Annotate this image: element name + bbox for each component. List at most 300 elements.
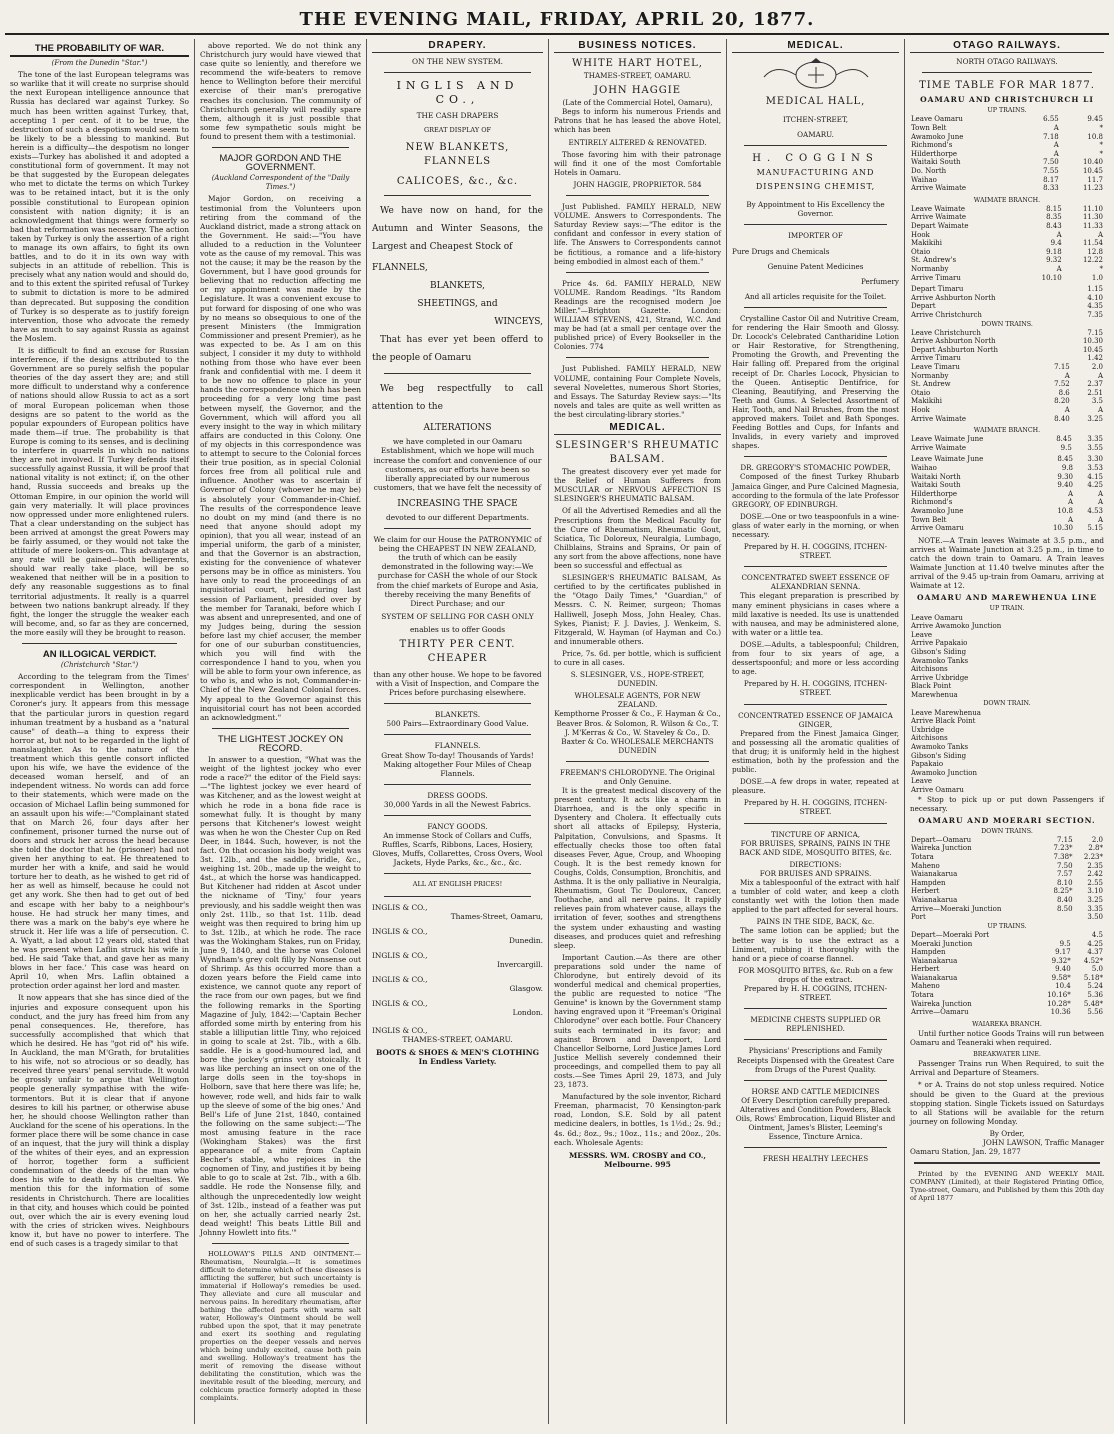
timetable-row: [910, 844, 1104, 853]
section-heading-medical: MEDICAL.: [554, 423, 721, 435]
departure-time: 3.35: [1087, 435, 1103, 444]
ad-heading: FLANNELS.: [434, 741, 481, 751]
station-name: Waianakarua: [911, 870, 958, 879]
ad-heading: SLESINGER'S RHEUMATIC BALSAM.: [555, 440, 720, 466]
family-herald-ad: Just Published. FAMILY HERALD, NEW VOLUME. Answers to Correspondents. The Saturday Review says:—"The editor is the confidant and confessor in every station of life. The Answers to Correspondents cannot be fictitious, a romance and a life-history being embodied in almost each of them.": [554, 202, 721, 266]
timetable-row: [910, 657, 1104, 666]
station-name: Do. North: [911, 166, 947, 175]
departure-time: 10.40: [1082, 158, 1103, 167]
divider: [212, 728, 349, 729]
location-name: INGLIS & CO.,: [372, 999, 428, 1009]
ad-line: SLESINGER'S RHEUMATIC BALSAM, As certified to by the certificates published in the "Otago Daily Times," "Guardian," of Messrs. C. N. Reimer, surgeon; Thomas Halliwell, Joseph Moss, John Healey, Chas. Sykes, Pianist; F. J. Davies, J. Wenkeim, S. Fitzgerald, W. Hayman (of Hayman and Co.) and innumerable others.: [554, 573, 721, 646]
divider: [744, 704, 887, 705]
timetable-row: [910, 631, 1104, 640]
departure-time: [1044, 346, 1071, 355]
ad-line: Composed of the finest Turkey Rhubarb Jamaica Ginger, and Pure Calcined Magnesia, according to the formula of the late Professor GREGORY, OF EDINBURGH.: [732, 472, 899, 509]
departure-time: 2.0: [1091, 835, 1103, 844]
timetable-title: TIME TABLE FOR MAR 1877.: [919, 80, 1095, 92]
departure-time: 11.23: [1082, 184, 1103, 193]
departure-time: A: [1097, 489, 1103, 498]
station-name: Waihao: [911, 464, 937, 473]
timetable-row: [910, 265, 1104, 274]
departure-time: 3.10: [1087, 887, 1103, 896]
timetable-christchurch: [910, 285, 1104, 319]
ad-heading: MEDICINE CHESTS SUPPLIED OR REPLENISHED.: [750, 1015, 881, 1034]
departure-time: 7.35: [1087, 310, 1103, 319]
departure-time: [1044, 354, 1071, 363]
departure-time: 5.15: [1087, 524, 1103, 533]
departure-time: 8.10: [1056, 878, 1073, 887]
station-name: Awamoko June: [911, 507, 964, 515]
departure-time: 5.24: [1087, 982, 1103, 991]
departure-time: 8.40: [1054, 414, 1070, 423]
article-paragraph: The tone of the last European telegrams was so warlike that it will create no surprise should the next European intelligence announce that Russia has declared war against Turkey. So much has been written against Turkey, that, accepting 1 per cent. of it to be true, the destruction of such a despotism would seem to be likely to be a blessing to mankind. But herein is a difficulty—the despotism no longer exists—Turkey has abolished it and adopted a constitutional form of government. It may not be that suggested by the European delegates who met to dictate the terms on which Turkey was to be retained intact, but it is the only possible constitutional to European opinion consistent with nation dignity; it is an acknowledgment that things were formerly so bad that reformation was necessary. The action taken by Turkey is only the assertion of a right to manage its own affairs, to fight its own battles, and to do it in its own way with subjects in an attitude of rebellion. This is precisely what any nation would and should do, and to this extent the spirited refusal of Turkey to submit to dictation is more to be admired than deprecated. But supposing the condition of Turkey is so desperate as to justify foreign intervention, those who advocate the remedy have as much to say against Russia as against the Moslem.: [10, 70, 189, 343]
timetable-row: [910, 674, 1104, 683]
station-name: Awamoko Tanks: [911, 742, 969, 751]
timetable-row: [910, 406, 1104, 415]
station-name: Arrive Awamoko Junction: [911, 622, 1002, 631]
ad-line: (Late of the Commercial Hotel, Oamaru),: [562, 98, 713, 108]
timetable-note: * or A. Trains do not stop unless required. Notice should be given to the Guard at the previous stopping station. Single Tickets issued on Saturdays to all Stations will be available for the return journey on following Monday.: [910, 1080, 1104, 1126]
departure-time: 7.38*: [1053, 853, 1073, 862]
timetable-row: [910, 786, 1104, 795]
station-name: Otaio: [911, 247, 931, 256]
divider: [212, 1243, 349, 1244]
departure-time: 4.10: [1087, 293, 1103, 302]
section-heading-drapery: DRAPERY.: [372, 41, 543, 53]
station-name: Otaio: [911, 388, 931, 397]
ad-signature: JOHN HAGGIE, PROPRIETOR. 584: [573, 179, 702, 189]
timetable-row: [910, 231, 1104, 240]
ad-line: An immense Stock of Collars and Cuffs, Ruffles, Scarfs, Ribbons, Laces, Hosiery, Gloves, Muffs, Collarettes, Cross Overs, Wool Jackets, Hyde Parks, &c., &c., &c.: [372, 831, 543, 868]
timetable-row: [910, 709, 1104, 718]
ad-line: Of all the Advertised Remedies and all the Prescriptions from the Medical Faculty for the Cure of Rheumatism, Rheumatic Gout, Sciatica, Tic Doloreux, Neuralgia, Lumbago, Chilblains, Strains and Sprains, Or pain of any sort from the above affections, none have been so successful and effectual as: [554, 506, 721, 571]
timetable-row: [910, 777, 1104, 786]
timetable-row: [910, 957, 1104, 966]
station-name: Leave Christchurch: [911, 328, 981, 337]
ad-line: ON THE NEW SYSTEM.: [411, 57, 504, 67]
station-name: Arrive Uxbridge: [911, 673, 969, 682]
ad-line: FOR BRUISES, SPRAINS, PAINS IN THE BACK AND SIDE, MOSQUITO BITES, &c.: [739, 838, 892, 857]
station-name: Moeraki Junction: [911, 939, 973, 948]
departure-time: 3.53: [1087, 464, 1103, 473]
ad-line: Those favoring him with their patronage will find it one of the most Comfortable Hotels in Oamaru.: [554, 149, 721, 177]
timetable-row: [910, 473, 1104, 482]
departure-time: 4.25: [1087, 481, 1103, 490]
station-name: Papakaio: [911, 760, 944, 769]
timetable-row: [910, 337, 1104, 346]
divider: [744, 456, 887, 457]
ad-line: That has ever yet been offerd to the people of Oamaru: [372, 335, 543, 364]
timetable-waimate-down: [910, 435, 1104, 452]
station-name: Maheno: [911, 982, 940, 991]
departure-time: 8.20: [1054, 397, 1070, 406]
departure-time: A: [1067, 515, 1074, 524]
station-name: Leave Waimate: [911, 204, 966, 213]
article-paragraph: According to the telegram from the Times' correspondent in Wellington, another inexplicable verdict has been brought in by a Coroner's jury. It appears from this message that the particular jurors in question regard inhuman treatment by a husband as a "natural cause" of death—a thing to express their horror at, but not to be regarded in the light of manslaughter. As to the nature of the treatment which this gentle consort inflicted upon his wife, we have the evidence of the deceased woman herself, and of an independent witness. No words can add force to their statements, which were made on the occasion of Michael Laflin being summoned for an assault upon his wife:—"Complainant stated that on March 26, four days after her confinement, prisoner turned the nurse out of doors and struck her across the head because she told the doctor that he (prisoner) had not given her anything to eat. He threatened to murder her with a knife, and said he would torture her to death, as he wished to get rid of her as well as himself, because he could not get any work. She then had to get out of bed and escape with her baby to a neighbour's house. He had struck her many times, and there was a mark on the baby's eye where he struck it. Her life was a life of persecution. C. A. Wyatt, a lad about 12 years old, stated that he was present when Laflin struck his wife in bed. He said 'Take that, and gave her as many blows in her face.' This case was heard on April 10, when Mrs. Laflin obtained a protection order against her lord and master.: [10, 672, 189, 991]
timetable-row: [910, 213, 1104, 222]
departure-time: 9.32: [1046, 256, 1062, 265]
timetable-row: [910, 115, 1104, 124]
timetable-row: [910, 940, 1104, 949]
timetable-row: [910, 302, 1104, 311]
station-name: Arrive Waimate: [911, 184, 967, 193]
timetable-row: [910, 141, 1104, 150]
hotel-name: WHITE HART HOTEL,: [572, 58, 703, 70]
timetable-row: [910, 222, 1104, 231]
ad-line: FOR BRUISES AND SPRAINS.: [759, 868, 872, 878]
timetable-row: [910, 167, 1104, 176]
divider: [566, 761, 709, 762]
location-row: [372, 927, 543, 945]
station-name: Hilderthorpe: [911, 149, 958, 158]
column-railways: [905, 39, 1109, 1424]
timetable-row: [910, 444, 1104, 453]
departure-time: 8.15: [1046, 204, 1062, 213]
timetable-row: [910, 622, 1104, 631]
location-place: London.: [512, 1008, 543, 1018]
ad-line: Perfumery: [860, 276, 899, 286]
source-line: (Christchurch "Star."): [60, 661, 139, 670]
timetable-row: [910, 481, 1104, 490]
departure-time: 2.35: [1087, 861, 1103, 870]
station-name: Leave Waimate June: [911, 455, 984, 464]
location-row: [372, 999, 543, 1017]
station-name: Aitchisons: [911, 734, 948, 743]
ad-line: 30,000 Yards in all the Newest Fabrics.: [383, 799, 532, 809]
departure-time: 8.35: [1046, 213, 1062, 222]
station-name: Hilderthorpe: [911, 489, 958, 498]
ad-heading: TINCTURE OF ARNICA,: [770, 829, 861, 839]
departure-time: *: [1099, 123, 1103, 132]
ad-line: SHEETINGS, and: [417, 299, 498, 310]
station-name: Arrive Oamaru: [911, 524, 964, 533]
departure-time: 11.54: [1082, 239, 1103, 248]
departure-time: 1.15: [1087, 285, 1103, 294]
departure-time: 7.23*: [1053, 844, 1073, 853]
timetable-row: [910, 896, 1104, 905]
ad-line: BLANKETS,: [430, 281, 485, 292]
timetable-row: [910, 743, 1104, 752]
station-name: Arrive Oamaru: [911, 785, 964, 794]
location-place: Dunedin.: [508, 935, 543, 945]
departure-time: 8.17: [1043, 175, 1059, 184]
timetable-row: [910, 726, 1104, 735]
departure-time: A: [1097, 230, 1103, 239]
departure-time: 5.48*: [1083, 999, 1103, 1008]
ad-line: We have now on hand, for the Autumn and Winter Seasons, the Largest and Cheapest Stock of: [372, 206, 543, 253]
ad-line: DOSE.—A few drops in water, repeated at pleasure.: [732, 777, 899, 796]
divider: [744, 1080, 887, 1081]
departure-time: 9.8: [1061, 464, 1074, 473]
divider: [566, 195, 709, 196]
departure-time: 9.30: [1057, 472, 1074, 481]
departure-time: 5.56: [1087, 1008, 1103, 1017]
departure-time: 8.33: [1043, 184, 1059, 193]
article-paragraph: It is difficult to find an excuse for Russian interference, if the designs attributed to the Government are so purely selfish the popular theories of the day assert they are; and still more difficult to understand why a conference of nations should allow Russia to act as a sort of moral European policeman when those designs are so patent to the world as the popular expounders of European politics have made them—if true. The probability is that Europe is coming to its senses, and is declining to interfere in quarrels in which no nations they are not involved. If Turkey defends itself successfully against Russia, it will be proof that national vitality is not extinct; if, on the other hand, Russia succeeds and breaks up the Ottoman Empire, in our opinion the world will gain very materially. It will place provinces now oppressed under more enlightened rulers. That a clear understanding on the subject has been arrived at amongst the great Powers may be fairly assumed, or they would not take the attitude of mere lookers-on. This advantage at any rate will be gained—both belligerents, should war really take place, will be so weakened that neither will be in a position to defy any reasonable suggestions as to final territorial adjustments. It really is a quarrel between two nations bankrupt already. If they fight, the longer the struggle the weaker each will become, and, so far as they are concerned, the more easily will they be brought to reason.: [10, 346, 189, 637]
divider: [922, 72, 1092, 73]
departure-time: 11.33: [1082, 222, 1103, 230]
headline-probability-of-war: THE PROBABILITY OF WAR.: [10, 44, 189, 57]
departure-time: A: [1064, 405, 1070, 414]
station-name: Depart Timaru: [911, 285, 964, 294]
departure-time: 3.35: [1087, 904, 1103, 913]
location-name: INGLIS & CO.,: [372, 950, 428, 960]
station-name: Depart—Oamaru: [911, 835, 972, 844]
timetable-row: [910, 133, 1104, 142]
divider: [384, 873, 531, 874]
departure-time: 7.55: [1043, 166, 1059, 175]
station-name: Waianakarua: [911, 896, 958, 905]
column-drapery: [367, 39, 549, 1424]
station-name: Normanby: [911, 371, 949, 380]
departure-time: 8.25*: [1053, 887, 1073, 896]
departure-time: 2.23*: [1083, 853, 1103, 862]
line-title: OAMARU AND MAREWHENUA LINE: [917, 593, 1097, 603]
departure-time: 4.37: [1087, 948, 1103, 957]
direction-label: UP TRAINS.: [987, 107, 1027, 115]
station-name: Arrive Ashburton North: [911, 293, 996, 302]
timetable-row: [910, 1008, 1104, 1017]
ad-line: INCREASING THE SPACE: [397, 498, 518, 509]
station-name: Waianakarua: [911, 956, 958, 965]
ad-line: we have completed in our Oamaru Establishment, which we hope will much increase the comfort and convenience of our customers, as our efforts have been so liberally appreciated by our numerous customers, that we have felt the necessity of: [373, 437, 542, 492]
departure-time: 3.25: [1087, 896, 1103, 905]
timetable-row: [910, 717, 1104, 726]
divider: [384, 72, 531, 73]
ad-footer: BOOTS & SHOES & MEN'S CLOTHING In Endless Variety.: [375, 1047, 540, 1066]
departure-time: 9.17: [1055, 948, 1071, 957]
departure-time: 2.55: [1087, 878, 1103, 887]
ad-heading: FANCY GOODS.: [427, 822, 488, 831]
timetable-row: [910, 184, 1104, 193]
ad-line: Price, 7s. 6d. per bottle, which is sufficient to cure in all cases.: [554, 648, 721, 667]
station-name: Port: [911, 913, 926, 922]
ad-line: FOR MOSQUITO BITES, &c. Rub on a few drops of the extract.: [738, 965, 893, 984]
ad-line: Manufactured by the sole inventor, Richard Freeman, pharmacist, 70 Kensington-park road, London, S.E. Sold by all patent medicine dealers, in bottles, 1s 1½d.; 2s. 9d.; 4s. 6d.; 8oz., 9s.; 10oz., 11s.; and 20oz., 20s. each. Wholesale Agents:: [554, 1092, 721, 1147]
station-name: Depart—Moeraki Port: [911, 930, 990, 939]
station-name: Normanby: [911, 264, 949, 273]
ad-heading: FREEMAN'S CHLORODYNE. The Original and Only Genuine.: [560, 767, 715, 786]
station-name: Leave Oamaru: [911, 115, 963, 124]
ad-line: MANUFACTURING AND DISPENSING CHEMIST,: [755, 168, 876, 192]
line-title: OAMARU AND CHRISTCHURCH LI: [920, 95, 1094, 105]
station-name: Leave Waimate June: [911, 435, 984, 444]
article-paragraph: above reported. We do not think any Christchurch jury would have viewed that case quite so leniently, and therefore we recommend the wife-beaters to remove hence to Wellington before their merciful exercise of their man's prerogative reaches its conclusion. The community of Christchurch generally will readily spare them, although it is just possible that some few sympathetic souls might be found to present them with a testimonial.: [200, 41, 361, 141]
columns: [5, 39, 1109, 1424]
departure-time: 10.45: [1082, 345, 1103, 354]
departure-time: 3.30: [1087, 455, 1103, 464]
location-name: INGLIS & CO.,: [372, 1025, 428, 1035]
departure-time: 3.55: [1087, 443, 1103, 452]
departure-time: 4.15: [1087, 472, 1103, 481]
station-name: Black Point: [911, 682, 952, 691]
timetable-row: [910, 974, 1104, 983]
ad-line: Prepared by H. H. COGGINS, ITCHEN-STREET.: [743, 798, 888, 817]
timetable-marewhenua-up: [910, 614, 1104, 700]
departure-time: 11.7: [1087, 175, 1103, 184]
station-name: Waianakarua: [911, 973, 958, 982]
article-paragraph: In answer to a question, "What was the weight of the lightest jockey who ever rode a race?" the editor of the Field says:—"The lightest jockey we ever heard of was Kitchener, and as the lowest weight at which he rode in a bona fide race is somewhat fully. It is thought by many persons that Kitchener's lowest weight was when he won the Chester Cup on Red Deer, in 1844. Such, however, is not the fact. On that occasion his body weight was 3st. 12lb., and the saddle, bridle, &c., weighing 1st. 20b., made up the weight to 4st., at which the horse was handicapped. But Kitchener had ridden at Ascot under the nickname of 'Tiny,' four years previously, and his saddle weight then was only 2st. 11lb., so that 1st. 11lb. dead weight was then required to bring him up to 3st. 12lb., at which he rode. The race was the Wokingham Stakes, run on Friday, June 9, 1840, and the horse was Colonel Wyndham's grey colt filly by Nonsense out of Shrimp. As this occurred more than a dozen years before the Field came into existence, we cannot quote any report of the race from our own pages, but we find the following remarks in the Sporting Magazine of July, 1842:—'Captain Becher afforded some mirth by entering from his stable a lilliputian little Tiny, who rejoiced in going to scale at 2st. 7lb., with a 6lb. saddle. He is a good-humoured lad, and bore the jockey's grins very stoically. It was like perching an insect on one of the large dolls seen in the toy-shops in Holborn, save that here there was life; he, however, rode well, and hids fair to walk up the sleeve of some of the big ones.' And Bell's Life of June 21st, 1840, contained the following on the same subject:—'The most amusing feature in the race (Wokingham Stakes) was the first appearance of a mite from Captain Becher's stable, who rejoices in the cognomen of Tiny, and justifies it by being able to go to scale at 2st. 7lb., with a 6lb. saddle. He rode the Nonsense filly, and although the unprecedentedly low weight of 3st. 12lb., instead of a feather was put on her, she actually carried nearly 2st. dead weight! This beats Little Bill and Johnny Howlett into fits.'": [200, 755, 361, 1237]
departure-time: 8.45: [1057, 455, 1074, 464]
departure-time: 8.40: [1056, 896, 1073, 905]
departure-time: 9.4: [1050, 239, 1062, 248]
ad-line: DIRECTIONS:: [789, 859, 842, 869]
timetable-row: [910, 248, 1104, 257]
timetable-note: Until further notice Goods Trains will run between Oamaru and Teaneraki when required.: [910, 1028, 1104, 1048]
timetable-row: [910, 648, 1104, 657]
station-name: Maheno: [911, 861, 940, 870]
station-name: Makikihi: [911, 397, 943, 406]
departure-time: 2.51: [1087, 388, 1103, 397]
station-name: Town Belt: [911, 515, 947, 524]
departure-time: 5.0: [1091, 965, 1103, 974]
ad-line: Prepared from the Finest Jamaica Ginger, and possessing all the aromatic qualities of that drug; it is uniformly held in the highest estimation, both by the profession and the public.: [732, 728, 899, 775]
departure-time: 4.53: [1087, 507, 1103, 515]
departure-time: [1043, 913, 1073, 922]
station-name: Arrive Timaru: [911, 273, 961, 282]
timetable-note: Passenger Trains run When Required, to suit the Arrival and Departure of Steamers.: [910, 1059, 1104, 1078]
departure-time: A: [1097, 515, 1103, 524]
timetable-row: [910, 760, 1104, 769]
branch-label: WAIMATE BRANCH.: [973, 196, 1041, 204]
station-name: Marewhenua: [911, 690, 958, 699]
holloway-advert: HOLLOWAY'S PILLS AND OINTMENT.—Rheumatism, Neuralgia.—It is sometimes difficult to determine which of these diseases is afflicting the sufferer, but such uncertainty is immaterial if Holloway's remedies be used. They alleviate and cure all muscular and nervous pains. In hereditary rheumatism, after bathing the affected parts with warm salt water, Holloway's Ointment should be well rubbed upon the spot, that it may penetrate and exert its soothing and regulating properties on the deeper vessels and nerves which being unduly excited, cause both pain and swelling. Holloway's treatment has the merit of removing the disease without debilitating the constitution, which was the inevitable result of the bleeding, mercury, and colchicum practice formerly adopted in these complaints.: [200, 1250, 361, 1402]
family-herald-ad: Just Published. FAMILY HERALD, NEW VOLUME, containing Four Complete Novels, several Novelettes, numerous Short Stories, and Essays. The Saturday Review says:—"Its novels and tales are quite as well written as the best circulating-library stories.": [554, 364, 721, 419]
departure-time: 3.25: [1087, 414, 1103, 423]
ad-line: Crystalline Castor Oil and Nutritive Cream, for rendering the Hair Smooth and Glossy. Dr. Locock's Celebrated Cantharidine Lotion or Hair Restorative, for Strengthening, Promoting the Growth, and Preventing the Hair falling off. Prepared from the original receipt of Dr. Charles Locock, Physician to the Queen. Antiseptic Dentifrice, for Cleaning, Beautifying, and Preserving the Teeth and Gums. A Selected Assortment of Hair, Tooth, and Nail Brushes, from the most approved makers. Toilet and Bath Sponges. Feeding Bottles and Cups, for Infants and Invalids, in every variety and improved shapes.: [732, 313, 899, 451]
ad-line: ITCHEN-STREET,: [782, 115, 848, 125]
departure-time: A: [1097, 498, 1103, 507]
station-name: Arrive—Oamaru: [911, 1008, 969, 1017]
timetable-row: [910, 931, 1104, 940]
direction-label: DOWN TRAINS.: [981, 320, 1033, 328]
ad-line: DOSE.—Adults, a tablespoonful; Children, from four to six years of age, a dessertspoonful; and more or less according to age.: [732, 639, 899, 677]
timetable-row: [910, 397, 1104, 406]
ad-line: CALICOES, &c., &c.: [396, 176, 519, 188]
family-herald-ad: Price 4s. 6d. FAMILY HERALD, NEW VOLUME. Random Readings. "Its Random Readings are the recognised modern Joe Miller."—Brighton Gazette. London: WILLIAM STEVENS, 421, Strand, W.C. And may be had (at a small per centage over the published price) of Every Bookseller in the Colonies. 774: [554, 278, 721, 352]
station-name: Totara: [911, 991, 934, 1000]
divider: [384, 703, 531, 704]
timetable-row: [910, 346, 1104, 355]
departure-time: A: [1053, 149, 1059, 158]
station-name: St. Andrew: [911, 380, 951, 389]
timetable-row: [910, 124, 1104, 133]
departure-time: 10.10: [1041, 273, 1062, 282]
timetable-waimate-oamaru: [910, 455, 1104, 532]
departure-time: 9.58*: [1051, 973, 1071, 982]
timetable-moeraki-down: [910, 836, 1104, 922]
station-name: Leave Oamaru: [911, 613, 963, 622]
timetable-row: [910, 455, 1104, 464]
timetable-row: [910, 490, 1104, 499]
ad-line: IMPORTER OF: [788, 231, 843, 241]
ad-line: Physicians' Prescriptions and Family Receipts Dispensed with the Greatest Care from Drugs of the Purest Quality.: [736, 1046, 895, 1074]
imprint: Printed by the EVENING AND WEEKLY MAIL COMPANY (Limited), at their Registered Printing Office, Tyne-street, Oamaru, and Published by them this 20th day of April 1877: [910, 1170, 1104, 1203]
ad-line: Pure Drugs and Chemicals: [732, 246, 830, 256]
ad-line: We beg respectfully to call attention to the: [372, 384, 543, 413]
ad-line: FLANNELS,: [372, 263, 428, 274]
location-place: Thames-Street, Oamaru,: [450, 911, 543, 921]
ad-line: 500 Pairs—Extraordinary Good Value.: [386, 719, 529, 729]
ad-heading: DR. GREGORY'S STOMACHIC POWDER,: [740, 463, 891, 473]
departure-time: *: [1099, 264, 1103, 273]
ad-line: Genuine Patent Medicines: [767, 261, 864, 271]
station-name: Hampden: [911, 878, 946, 887]
timetable-marewhenua-down: [910, 709, 1104, 795]
departure-time: *: [1099, 149, 1103, 158]
departure-time: 3.5: [1091, 397, 1103, 406]
masthead: THE EVENING MAIL, FRIDAY, APRIL 20, 1877.: [5, 5, 1109, 35]
ad-line: S. SLESINGER, V.S., HOPE-STREET, DUNEDIN.: [570, 670, 705, 689]
headline-major-gordon: MAJOR GORDON AND THE GOVERNMENT.: [219, 153, 342, 174]
station-name: Waitaki South: [911, 158, 961, 167]
branch-label: WAIAREKA BRANCH.: [972, 1020, 1042, 1028]
station-name: Richmond's: [911, 141, 953, 150]
ad-line: Mix a tablespoonful of the extract with half a tumbler of cold water, and keep a cloth constantly wet with the lotion then made applied to the part affected for several hours.: [732, 878, 899, 915]
direction-label: UP TRAIN.: [989, 605, 1025, 613]
departure-time: A: [1053, 123, 1059, 132]
direction-label: UP TRAINS.: [987, 922, 1027, 930]
timetable-row: [910, 176, 1104, 185]
location-row: [372, 951, 543, 969]
departure-time: [1044, 337, 1071, 346]
ad-line: Prepared by H. H. COGGINS, ITCHEN-STREET.: [743, 542, 888, 561]
station-name: Arrive Christchurch: [911, 310, 982, 319]
location-place: THAMES-STREET, OAMARU.: [402, 1034, 513, 1044]
ad-heading: BLANKETS.: [434, 710, 481, 720]
departure-time: 10.36: [1050, 1008, 1071, 1017]
station-name: Hampden: [911, 948, 946, 957]
headline-illogical-verdict: AN ILLOGICAL VERDICT.: [42, 649, 157, 660]
station-name: Arrive Timaru: [911, 354, 961, 363]
ad-line: And all articles requisite for the Toilet.: [744, 291, 887, 301]
ad-line: enables us to offer Goods: [409, 624, 506, 634]
departure-time: 3.50: [1087, 913, 1103, 922]
section-heading-railways: OTAGO RAILWAYS.: [910, 41, 1104, 53]
timetable-row: [910, 948, 1104, 957]
location-name: INGLIS & CO.,: [372, 926, 428, 936]
ad-line: DOSE.—One or two teaspoonfuls in a wine-glass of water early in the morning, or when necessary.: [732, 511, 899, 539]
timetable-row: [910, 256, 1104, 265]
divider: [744, 823, 887, 824]
ad-line: Great Show To-day! Thousands of Yards! Making altogether Four Miles of Cheap Flannels.: [381, 750, 534, 778]
station-name: Depart Waimate: [911, 222, 969, 230]
proprietor-name: JOHN HAGGIE: [593, 85, 682, 97]
section-heading-business: BUSINESS NOTICES.: [554, 41, 721, 53]
timetable-row: [910, 913, 1104, 922]
newspaper-page: [5, 5, 1109, 1424]
station-name: Arrive Waimate: [911, 443, 967, 452]
timetable-row: [910, 158, 1104, 167]
departure-time: 8.43: [1046, 222, 1062, 230]
timetable-row: [910, 239, 1104, 248]
ad-line: The same lotion can be applied; but the better way is to use the extract as a Liniment, rubbing it thoroughly with the hand or a piece of coarse flannel.: [732, 926, 899, 963]
timetable-row: [910, 354, 1104, 363]
article-paragraph: It now appears that she has since died of the injuries and exposure consequent upon his conduct, and the jury has freed him from any penal consequences. He, therefore, has successfully accomplished that which that which he desired. He has "got rid of" his wife. In Auckland, the man M'Grath, for brutalities to his wife, not so atrocious or so deadly, has received three years' penal servitude. It would be grossly unfair to argue that Wellington people generally sympathise with the wife-tormentors. But it is clear that if anyone desires to kill his partner, or otherwise abuse her, he should choose Wellington rather than Auckland for the scene of his operations. In the former place there will be some chance in case of an inquest, that the jury will think a display of the whites of their eyes, and an expression of horror, together form a sufficient condemnation of the deeds of the man who does his wife to death by his cruelties. We mention this for the information of some residents in Christchurch. There are localities in that city, and houses which could be pointed out, over which the air is every evening loud with the cries of stricken wives. Neighbours know it, but have no power to interfere. The end of such cases is a tragedy similar to that: [10, 993, 189, 1248]
timetable-row: [910, 639, 1104, 648]
departure-time: 9.18: [1046, 247, 1062, 256]
timetable-note: NOTE.—A Train leaves Waimate at 3.5 p.m., and arrives at Waimate Junction at 3.25 p.m., in time to catch the down train to Oamaru. A Train leaves Waimate Junction at 11.40 twelve minutes after the arrival of the 9.45 up-train from Oamaru, arriving at Waimate at 12.: [910, 535, 1104, 591]
departure-time: 11.10: [1082, 204, 1103, 213]
timetable-row: [910, 524, 1104, 533]
timetable-row: [910, 285, 1104, 294]
station-name: Arrive—Moeraki Junction: [911, 904, 1002, 913]
departure-time: 7.15: [1054, 363, 1070, 371]
station-name: Waireka Junction: [911, 844, 972, 853]
ad-line: devoted to our different Departments.: [386, 512, 529, 522]
timetable-row: [910, 150, 1104, 159]
